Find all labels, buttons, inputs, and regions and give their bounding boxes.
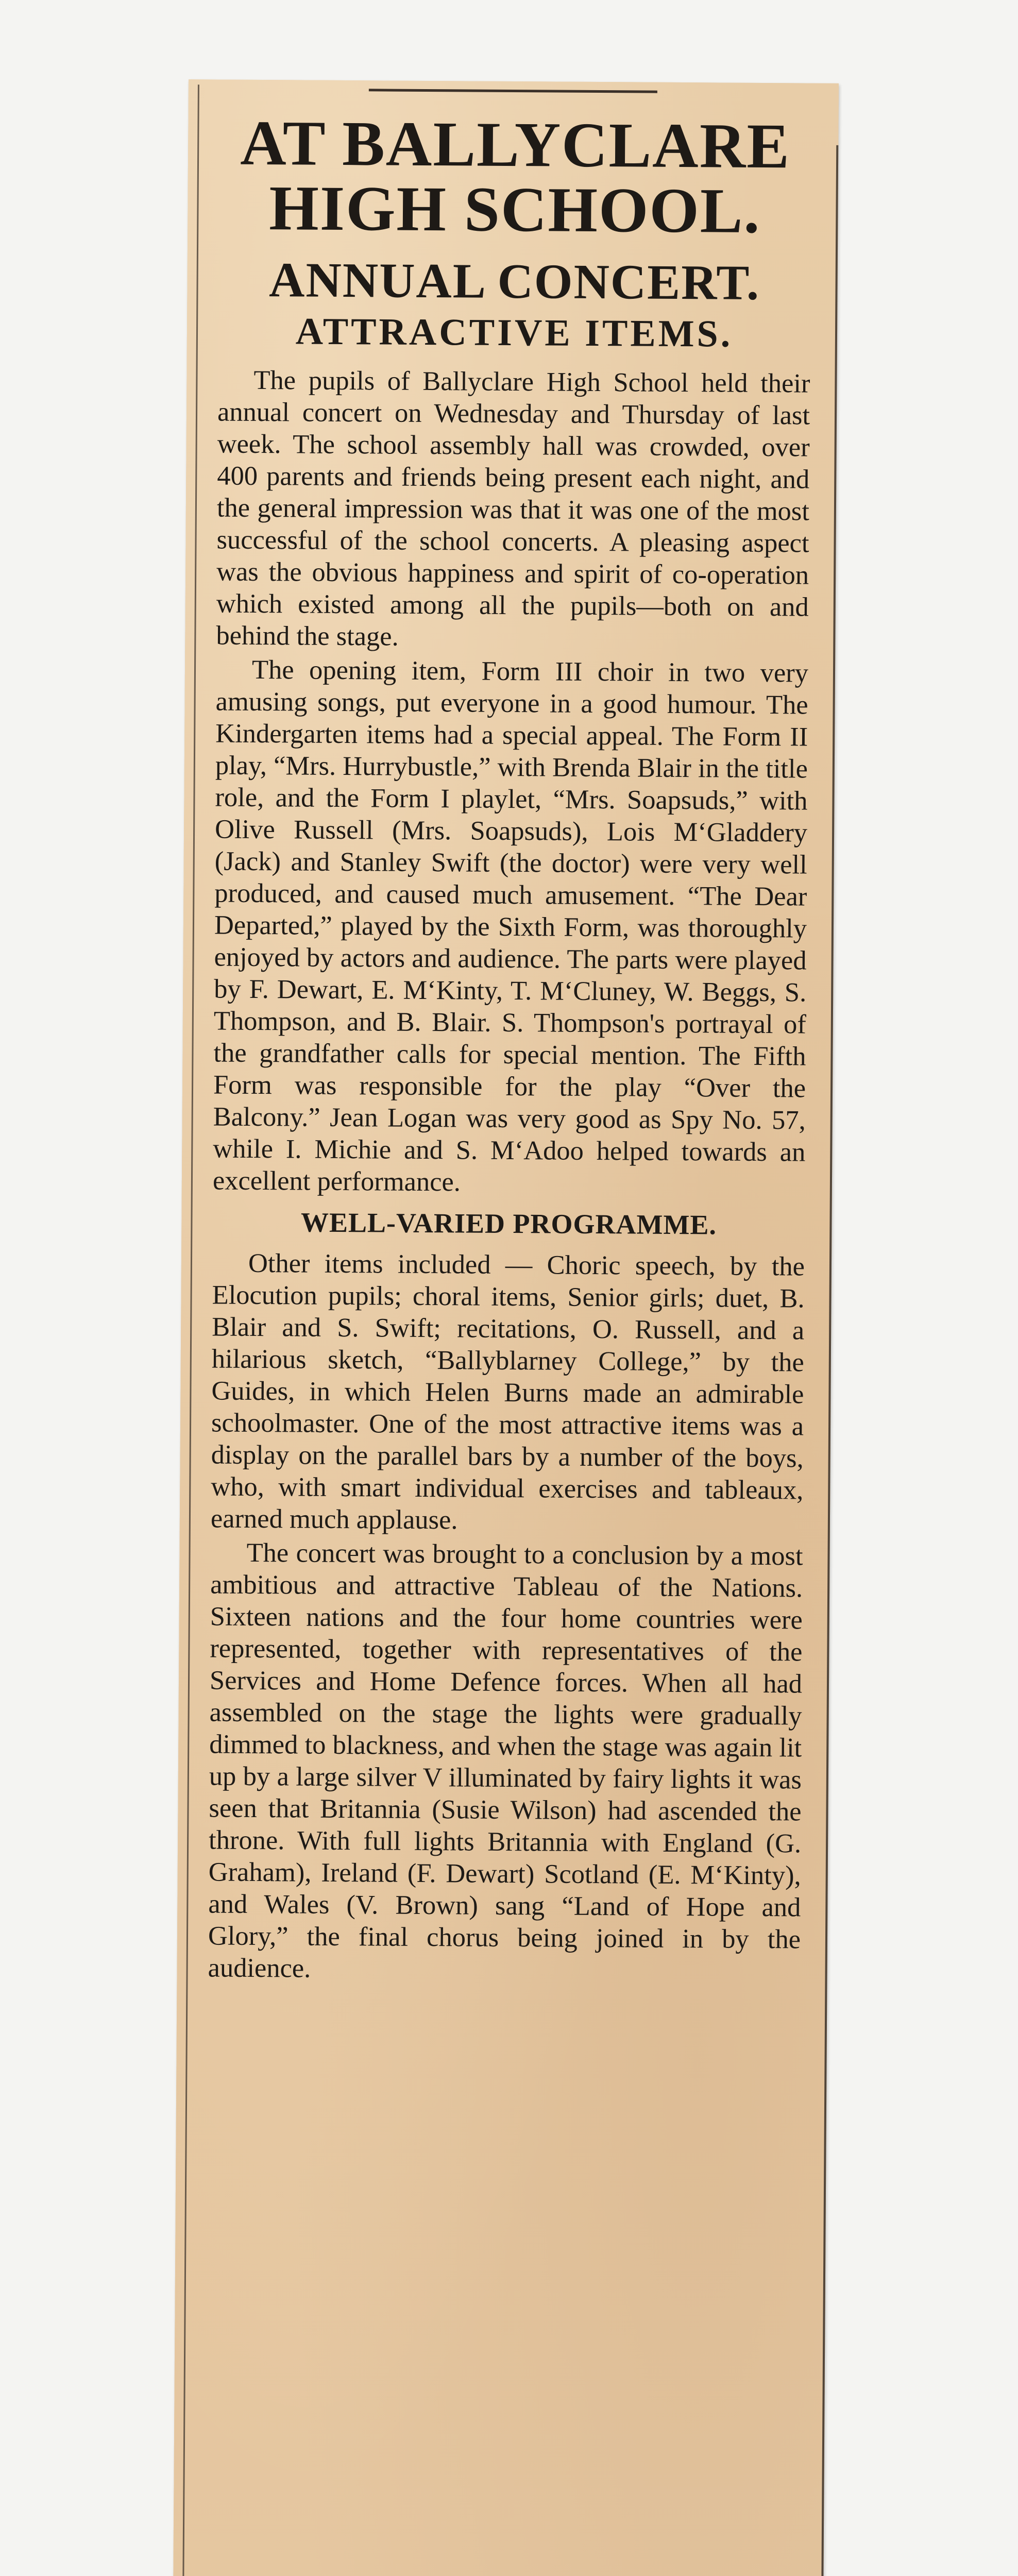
paragraph: The concert was brought to a conclusion by a most ambitious and attractive Tableau of the Nations. Sixteen nations and the four home countries were represented, together with representatives of the Services and Home Defence forces. When all had assembled on the stage the lights were gradually dimmed to blackness, and when the stage was again lit up by a large silver V illuminated by fairy lights it was seen that Britannia (Susie Wilson) had ascended the throne. With full lights Britannia with England (G. Graham), Ireland (F. Dewart) Scotland (E. M‘Kinty), and Wales (V. Brown) sang “Land of Hope and Glory,” the final chorus being joined in by the audience. [208,1537,803,1984]
article [208,107,811,1988]
column-rule-left [180,84,199,2576]
column-rule-right [820,145,839,2576]
subheading-2: ATTRACTIVE ITEMS. [295,310,733,355]
top-rule [369,89,657,93]
paragraph: Other items included — Choric speech, by the Elocution pupils; choral items, Senior girls; duet, B. Blair and S. Swift; recitations, O. Russell, and a hilarious sketch, “Ballyblarney College,” by the Guides, in which Helen Burns made an admirable schoolmaster. One of the most attractive items was a display on the parallel bars by a number of the boys, who, with smart individual exercises and tableaux, earned much applause. [210,1248,805,1535]
headline-line-2: HIGH SCHOOL. [268,173,761,246]
newspaper-clipping [171,79,839,2576]
paragraph: The opening item, Form III choir in two very amusing songs, put everyone in a good humour. The Kindergarten items had a special appeal. The Form II play, “Mrs. Hurrybustle,” with Brenda Blair in the title role, and the Form I playlet, “Mrs. Soapsuds,” with Olive Russell (Mrs. Soapsuds), Lois M‘Gladdery (Jack) and Stanley Swift (the doctor) were very well produced, and caused much amusement. “The Dear Departed,” played by the Sixth Form, was thoroughly enjoyed by actors and audience. The parts were played by F. Dewart, E. M‘Kinty, T. M‘Cluney, W. Beggs, S. Thompson, and B. Blair. S. Thompson's portrayal of the grandfather calls for special mention. The Fifth Form was responsible for the play “Over the Balcony.” Jean Logan was very good as Spy No. 57, while I. Michie and S. M‘Adoo helped towards an excellent performance. [212,654,809,1197]
section-heading: WELL-VARIED PROGRAMME. [300,1207,717,1241]
headline-line-1: AT BALLYCLARE [240,107,791,182]
subheading: ANNUAL CONCERT. [268,252,760,310]
paragraph: The pupils of Ballyclare High School held their annual concert on Wednesday and Thursday of last week. The school assembly hall was crowded, over 400 parents and friends being present each night, and the general impression was that it was one of the most successful of the school concerts. A pleasing aspect was the obvious happiness and spirit of co-operation which existed among all the pupils—both on and behind the stage. [216,365,810,652]
